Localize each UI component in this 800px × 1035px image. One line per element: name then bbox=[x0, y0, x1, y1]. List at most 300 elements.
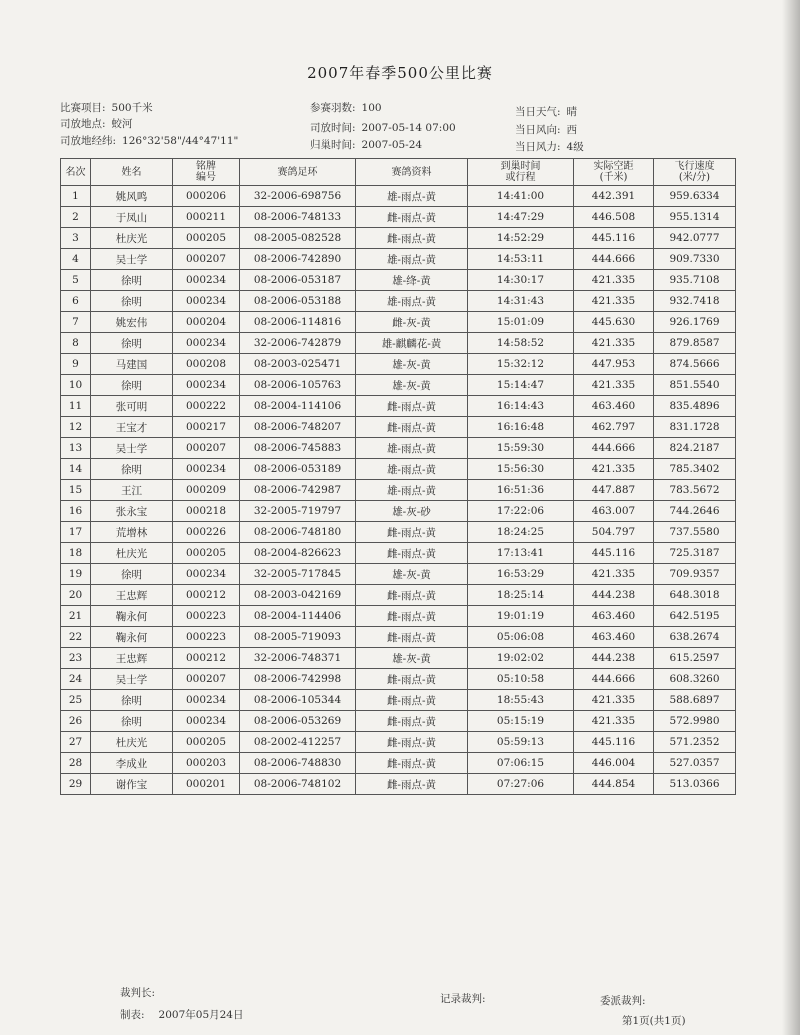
name-cell: 谢作宝 bbox=[91, 774, 173, 795]
pigeon-info-cell: 雌-雨点-黄 bbox=[356, 774, 468, 795]
table-row bbox=[61, 564, 736, 585]
arrival-time-cell: 18:55:43 bbox=[468, 690, 574, 711]
name-cell: 鞠永何 bbox=[91, 627, 173, 648]
rank-cell: 2 bbox=[61, 207, 91, 228]
column-header: 赛鸽足环 bbox=[240, 159, 356, 186]
plate-cell: 000207 bbox=[173, 249, 240, 270]
table-row bbox=[61, 669, 736, 690]
distance-cell: 504.797 bbox=[574, 522, 654, 543]
name-cell: 王忠辉 bbox=[91, 585, 173, 606]
rank-cell: 17 bbox=[61, 522, 91, 543]
coords-line bbox=[60, 133, 238, 148]
table-row bbox=[61, 396, 736, 417]
arrival-time-cell: 14:52:29 bbox=[468, 228, 574, 249]
ring-cell: 32-2006-748371 bbox=[240, 648, 356, 669]
distance-cell: 421.335 bbox=[574, 270, 654, 291]
pigeon-info-cell: 雌-雨点-黄 bbox=[356, 543, 468, 564]
name-cell: 杜庆光 bbox=[91, 732, 173, 753]
ring-cell: 08-2006-742998 bbox=[240, 669, 356, 690]
table-row bbox=[61, 417, 736, 438]
arrival-time-cell: 18:24:25 bbox=[468, 522, 574, 543]
plate-cell: 000206 bbox=[173, 186, 240, 207]
pigeon-info-cell: 雌-雨点-黄 bbox=[356, 228, 468, 249]
name-cell: 徐明 bbox=[91, 333, 173, 354]
pigeon-info-cell: 雄-麒麟花-黄 bbox=[356, 333, 468, 354]
speed-cell: 638.2674 bbox=[654, 627, 736, 648]
ring-cell: 32-2005-717845 bbox=[240, 564, 356, 585]
inspect-referee-field bbox=[600, 993, 646, 1008]
table-row bbox=[61, 753, 736, 774]
wind-direction-value: 西 bbox=[566, 124, 578, 136]
arrival-time-cell: 15:01:09 bbox=[468, 312, 574, 333]
speed-cell: 608.3260 bbox=[654, 669, 736, 690]
name-cell: 徐明 bbox=[91, 375, 173, 396]
rank-cell: 1 bbox=[61, 186, 91, 207]
name-cell: 马建国 bbox=[91, 354, 173, 375]
scan-edge-shadow bbox=[782, 0, 800, 1035]
return-time-line bbox=[310, 137, 422, 152]
arrival-time-cell: 07:27:06 bbox=[468, 774, 574, 795]
rank-cell: 8 bbox=[61, 333, 91, 354]
table-row bbox=[61, 207, 736, 228]
plate-cell: 000217 bbox=[173, 417, 240, 438]
rank-cell: 11 bbox=[61, 396, 91, 417]
weather-line bbox=[515, 104, 577, 119]
wind-force-label: 当日风力: bbox=[515, 141, 561, 153]
pigeon-info-cell: 雄-灰-黄 bbox=[356, 354, 468, 375]
distance-cell: 445.116 bbox=[574, 732, 654, 753]
name-cell: 徐明 bbox=[91, 291, 173, 312]
distance-cell: 447.953 bbox=[574, 354, 654, 375]
rank-cell: 19 bbox=[61, 564, 91, 585]
release-place-label: 司放地点: bbox=[60, 118, 106, 130]
pigeon-info-cell: 雄-灰-黄 bbox=[356, 375, 468, 396]
arrival-time-cell: 16:53:29 bbox=[468, 564, 574, 585]
pigeons-line bbox=[310, 100, 382, 115]
page-title: 2007年春季500公里比赛 bbox=[307, 64, 493, 82]
plate-cell: 000234 bbox=[173, 375, 240, 396]
date-label: 制表: bbox=[120, 1009, 145, 1021]
speed-cell: 935.7108 bbox=[654, 270, 736, 291]
wind-direction-line bbox=[515, 122, 577, 137]
name-cell: 荒增林 bbox=[91, 522, 173, 543]
pigeon-info-cell: 雄-雨点-黄 bbox=[356, 186, 468, 207]
speed-cell: 615.2597 bbox=[654, 648, 736, 669]
distance-cell: 447.887 bbox=[574, 480, 654, 501]
arrival-time-cell: 14:58:52 bbox=[468, 333, 574, 354]
name-cell: 王忠辉 bbox=[91, 648, 173, 669]
rank-cell: 9 bbox=[61, 354, 91, 375]
plate-cell: 000209 bbox=[173, 480, 240, 501]
rank-cell: 4 bbox=[61, 249, 91, 270]
table-row bbox=[61, 291, 736, 312]
arrival-time-cell: 17:13:41 bbox=[468, 543, 574, 564]
name-cell: 徐明 bbox=[91, 459, 173, 480]
rank-cell: 16 bbox=[61, 501, 91, 522]
distance-cell: 444.666 bbox=[574, 669, 654, 690]
rank-cell: 6 bbox=[61, 291, 91, 312]
pigeon-info-cell: 雌-雨点-黄 bbox=[356, 207, 468, 228]
pigeons-label: 参赛羽数: bbox=[310, 102, 356, 114]
table-row bbox=[61, 228, 736, 249]
rank-cell: 12 bbox=[61, 417, 91, 438]
table-row bbox=[61, 501, 736, 522]
table-row bbox=[61, 585, 736, 606]
speed-cell: 909.7330 bbox=[654, 249, 736, 270]
rank-cell: 25 bbox=[61, 690, 91, 711]
table-row bbox=[61, 606, 736, 627]
plate-cell: 000234 bbox=[173, 690, 240, 711]
speed-cell: 874.5666 bbox=[654, 354, 736, 375]
plate-cell: 000205 bbox=[173, 228, 240, 249]
rank-cell: 5 bbox=[61, 270, 91, 291]
name-cell: 徐明 bbox=[91, 270, 173, 291]
distance-cell: 444.238 bbox=[574, 585, 654, 606]
pigeon-info-cell: 雄-灰-黄 bbox=[356, 648, 468, 669]
inspect-referee-label: 委派裁判: bbox=[600, 995, 646, 1007]
pigeon-info-cell: 雌-灰-黄 bbox=[356, 312, 468, 333]
release-time-label: 司放时间: bbox=[310, 122, 356, 134]
name-cell: 姚宏伟 bbox=[91, 312, 173, 333]
ring-cell: 32-2006-742879 bbox=[240, 333, 356, 354]
arrival-time-cell: 14:31:43 bbox=[468, 291, 574, 312]
pigeons-value: 100 bbox=[361, 102, 382, 114]
speed-cell: 942.0777 bbox=[654, 228, 736, 249]
distance-cell: 446.004 bbox=[574, 753, 654, 774]
plate-cell: 000208 bbox=[173, 354, 240, 375]
distance-cell: 444.666 bbox=[574, 438, 654, 459]
ring-cell: 08-2006-748133 bbox=[240, 207, 356, 228]
distance-cell: 421.335 bbox=[574, 333, 654, 354]
plate-cell: 000234 bbox=[173, 459, 240, 480]
table-row bbox=[61, 459, 736, 480]
column-header: 飞行速度 (米/分) bbox=[654, 159, 736, 186]
record-referee-label: 记录裁判: bbox=[440, 993, 486, 1005]
plate-cell: 000207 bbox=[173, 438, 240, 459]
referee-label: 裁判长: bbox=[120, 987, 156, 999]
ring-cell: 08-2006-053187 bbox=[240, 270, 356, 291]
arrival-time-cell: 18:25:14 bbox=[468, 585, 574, 606]
ring-cell: 08-2004-114106 bbox=[240, 396, 356, 417]
ring-cell: 32-2006-698756 bbox=[240, 186, 356, 207]
speed-cell: 831.1728 bbox=[654, 417, 736, 438]
date-field bbox=[120, 1007, 244, 1022]
plate-cell: 000234 bbox=[173, 270, 240, 291]
pigeon-info-cell: 雄-雨点-黄 bbox=[356, 438, 468, 459]
coords-value: 126°32'58"/44°47'11" bbox=[122, 135, 239, 147]
ring-cell: 08-2006-053269 bbox=[240, 711, 356, 732]
ring-cell: 08-2002-412257 bbox=[240, 732, 356, 753]
plate-cell: 000223 bbox=[173, 627, 240, 648]
rank-cell: 26 bbox=[61, 711, 91, 732]
name-cell: 徐明 bbox=[91, 690, 173, 711]
speed-cell: 835.4896 bbox=[654, 396, 736, 417]
plate-cell: 000234 bbox=[173, 291, 240, 312]
event-line bbox=[60, 100, 153, 115]
name-cell: 张可明 bbox=[91, 396, 173, 417]
arrival-time-cell: 07:06:15 bbox=[468, 753, 574, 774]
release-place-value: 蛟河 bbox=[111, 118, 133, 130]
speed-cell: 851.5540 bbox=[654, 375, 736, 396]
wind-direction-label: 当日风向: bbox=[515, 124, 561, 136]
speed-cell: 527.0357 bbox=[654, 753, 736, 774]
ring-cell: 08-2005-719093 bbox=[240, 627, 356, 648]
ring-cell: 08-2004-114406 bbox=[240, 606, 356, 627]
coords-label: 司放地经纬: bbox=[60, 135, 117, 147]
table-row bbox=[61, 375, 736, 396]
table-row bbox=[61, 270, 736, 291]
column-header: 姓名 bbox=[91, 159, 173, 186]
ring-cell: 32-2005-719797 bbox=[240, 501, 356, 522]
speed-cell: 824.2187 bbox=[654, 438, 736, 459]
table-row bbox=[61, 690, 736, 711]
rank-cell: 20 bbox=[61, 585, 91, 606]
ring-cell: 08-2006-105763 bbox=[240, 375, 356, 396]
plate-cell: 000204 bbox=[173, 312, 240, 333]
distance-cell: 444.854 bbox=[574, 774, 654, 795]
ring-cell: 08-2006-114816 bbox=[240, 312, 356, 333]
pigeon-info-cell: 雄-绛-黄 bbox=[356, 270, 468, 291]
name-cell: 吴士学 bbox=[91, 249, 173, 270]
page-number: 第1页(共1页) bbox=[622, 1015, 686, 1027]
table-row bbox=[61, 186, 736, 207]
wind-force-line bbox=[515, 139, 584, 154]
distance-cell: 462.797 bbox=[574, 417, 654, 438]
arrival-time-cell: 15:14:47 bbox=[468, 375, 574, 396]
name-cell: 姚风鸣 bbox=[91, 186, 173, 207]
table-row bbox=[61, 543, 736, 564]
plate-cell: 000211 bbox=[173, 207, 240, 228]
distance-cell: 421.335 bbox=[574, 690, 654, 711]
name-cell: 徐明 bbox=[91, 564, 173, 585]
plate-cell: 000218 bbox=[173, 501, 240, 522]
rank-cell: 15 bbox=[61, 480, 91, 501]
arrival-time-cell: 19:01:19 bbox=[468, 606, 574, 627]
column-header: 铭牌 编号 bbox=[173, 159, 240, 186]
event-value: 500千米 bbox=[111, 102, 153, 114]
arrival-time-cell: 14:47:29 bbox=[468, 207, 574, 228]
speed-cell: 588.6897 bbox=[654, 690, 736, 711]
arrival-time-cell: 05:06:08 bbox=[468, 627, 574, 648]
speed-cell: 572.9980 bbox=[654, 711, 736, 732]
name-cell: 吴士学 bbox=[91, 438, 173, 459]
table-row bbox=[61, 627, 736, 648]
name-cell: 王宝才 bbox=[91, 417, 173, 438]
results-table bbox=[60, 158, 736, 795]
speed-cell: 513.0366 bbox=[654, 774, 736, 795]
table-row bbox=[61, 648, 736, 669]
speed-cell: 926.1769 bbox=[654, 312, 736, 333]
ring-cell: 08-2003-042169 bbox=[240, 585, 356, 606]
return-time-value: 2007-05-24 bbox=[361, 139, 423, 151]
name-cell: 杜庆光 bbox=[91, 228, 173, 249]
table-row bbox=[61, 354, 736, 375]
referee-field bbox=[120, 985, 155, 1000]
arrival-time-cell: 14:30:17 bbox=[468, 270, 574, 291]
speed-cell: 785.3402 bbox=[654, 459, 736, 480]
rank-cell: 18 bbox=[61, 543, 91, 564]
plate-cell: 000226 bbox=[173, 522, 240, 543]
plate-cell: 000201 bbox=[173, 774, 240, 795]
column-header: 实际空距 (千米) bbox=[574, 159, 654, 186]
rank-cell: 24 bbox=[61, 669, 91, 690]
name-cell: 徐明 bbox=[91, 711, 173, 732]
rank-cell: 13 bbox=[61, 438, 91, 459]
rank-cell: 28 bbox=[61, 753, 91, 774]
wind-force-value: 4级 bbox=[566, 141, 584, 153]
plate-cell: 000234 bbox=[173, 711, 240, 732]
table-row bbox=[61, 774, 736, 795]
arrival-time-cell: 19:02:02 bbox=[468, 648, 574, 669]
plate-cell: 000212 bbox=[173, 648, 240, 669]
date-value: 2007年05月24日 bbox=[158, 1009, 244, 1021]
ring-cell: 08-2006-053188 bbox=[240, 291, 356, 312]
plate-cell: 000234 bbox=[173, 333, 240, 354]
table-header-row bbox=[61, 159, 736, 186]
pigeon-info-cell: 雄-雨点-黄 bbox=[356, 480, 468, 501]
speed-cell: 744.2646 bbox=[654, 501, 736, 522]
ring-cell: 08-2006-053189 bbox=[240, 459, 356, 480]
ring-cell: 08-2006-745883 bbox=[240, 438, 356, 459]
arrival-time-cell: 14:41:00 bbox=[468, 186, 574, 207]
pigeon-info-cell: 雌-雨点-黄 bbox=[356, 417, 468, 438]
distance-cell: 444.666 bbox=[574, 249, 654, 270]
name-cell: 李成业 bbox=[91, 753, 173, 774]
speed-cell: 959.6334 bbox=[654, 186, 736, 207]
table-row bbox=[61, 438, 736, 459]
rank-cell: 29 bbox=[61, 774, 91, 795]
pigeon-info-cell: 雌-雨点-黄 bbox=[356, 732, 468, 753]
speed-cell: 571.2352 bbox=[654, 732, 736, 753]
distance-cell: 421.335 bbox=[574, 459, 654, 480]
pigeon-info-cell: 雄-雨点-黄 bbox=[356, 291, 468, 312]
column-header: 赛鸽资料 bbox=[356, 159, 468, 186]
arrival-time-cell: 17:22:06 bbox=[468, 501, 574, 522]
distance-cell: 463.460 bbox=[574, 606, 654, 627]
rank-cell: 23 bbox=[61, 648, 91, 669]
speed-cell: 737.5580 bbox=[654, 522, 736, 543]
pigeon-info-cell: 雄-灰-砂 bbox=[356, 501, 468, 522]
rank-cell: 7 bbox=[61, 312, 91, 333]
rank-cell: 3 bbox=[61, 228, 91, 249]
rank-cell: 21 bbox=[61, 606, 91, 627]
pigeon-info-cell: 雌-雨点-黄 bbox=[356, 753, 468, 774]
pigeon-info-cell: 雌-雨点-黄 bbox=[356, 522, 468, 543]
name-cell: 王江 bbox=[91, 480, 173, 501]
arrival-time-cell: 16:16:48 bbox=[468, 417, 574, 438]
speed-cell: 932.7418 bbox=[654, 291, 736, 312]
table-body bbox=[61, 186, 736, 795]
speed-cell: 879.8587 bbox=[654, 333, 736, 354]
pigeon-info-cell: 雄-雨点-黄 bbox=[356, 459, 468, 480]
release-time-value: 2007-05-14 07:00 bbox=[361, 122, 456, 134]
distance-cell: 421.335 bbox=[574, 711, 654, 732]
plate-cell: 000205 bbox=[173, 732, 240, 753]
table-row bbox=[61, 522, 736, 543]
rank-cell: 14 bbox=[61, 459, 91, 480]
ring-cell: 08-2006-748102 bbox=[240, 774, 356, 795]
table-row bbox=[61, 732, 736, 753]
distance-cell: 421.335 bbox=[574, 564, 654, 585]
speed-cell: 955.1314 bbox=[654, 207, 736, 228]
pigeon-info-cell: 雌-雨点-黄 bbox=[356, 585, 468, 606]
arrival-time-cell: 05:10:58 bbox=[468, 669, 574, 690]
distance-cell: 421.335 bbox=[574, 291, 654, 312]
plate-cell: 000212 bbox=[173, 585, 240, 606]
distance-cell: 442.391 bbox=[574, 186, 654, 207]
speed-cell: 648.3018 bbox=[654, 585, 736, 606]
plate-cell: 000223 bbox=[173, 606, 240, 627]
rank-cell: 10 bbox=[61, 375, 91, 396]
event-label: 比赛项目: bbox=[60, 102, 106, 114]
pigeon-info-cell: 雌-雨点-黄 bbox=[356, 711, 468, 732]
return-time-label: 归巢时间: bbox=[310, 139, 356, 151]
name-cell: 鞠永何 bbox=[91, 606, 173, 627]
ring-cell: 08-2004-826623 bbox=[240, 543, 356, 564]
ring-cell: 08-2003-025471 bbox=[240, 354, 356, 375]
plate-cell: 000207 bbox=[173, 669, 240, 690]
arrival-time-cell: 14:53:11 bbox=[468, 249, 574, 270]
ring-cell: 08-2006-748830 bbox=[240, 753, 356, 774]
name-cell: 吴士学 bbox=[91, 669, 173, 690]
pigeon-info-cell: 雌-雨点-黄 bbox=[356, 606, 468, 627]
arrival-time-cell: 15:56:30 bbox=[468, 459, 574, 480]
rank-cell: 27 bbox=[61, 732, 91, 753]
weather-label: 当日天气: bbox=[515, 106, 561, 118]
ring-cell: 08-2006-742890 bbox=[240, 249, 356, 270]
name-cell: 于凤山 bbox=[91, 207, 173, 228]
ring-cell: 08-2006-748207 bbox=[240, 417, 356, 438]
arrival-time-cell: 16:14:43 bbox=[468, 396, 574, 417]
table-row bbox=[61, 312, 736, 333]
plate-cell: 000222 bbox=[173, 396, 240, 417]
table-row bbox=[61, 711, 736, 732]
pigeon-info-cell: 雄-雨点-黄 bbox=[356, 249, 468, 270]
distance-cell: 421.335 bbox=[574, 375, 654, 396]
release-time-line bbox=[310, 120, 456, 135]
pigeon-info-cell: 雌-雨点-黄 bbox=[356, 627, 468, 648]
distance-cell: 445.630 bbox=[574, 312, 654, 333]
distance-cell: 446.508 bbox=[574, 207, 654, 228]
release-place-line bbox=[60, 116, 133, 131]
name-cell: 杜庆光 bbox=[91, 543, 173, 564]
table-row bbox=[61, 333, 736, 354]
arrival-time-cell: 05:59:13 bbox=[468, 732, 574, 753]
distance-cell: 445.116 bbox=[574, 543, 654, 564]
pigeon-info-cell: 雌-雨点-黄 bbox=[356, 690, 468, 711]
plate-cell: 000234 bbox=[173, 564, 240, 585]
arrival-time-cell: 05:15:19 bbox=[468, 711, 574, 732]
arrival-time-cell: 15:32:12 bbox=[468, 354, 574, 375]
speed-cell: 642.5195 bbox=[654, 606, 736, 627]
pigeon-info-cell: 雌-雨点-黄 bbox=[356, 396, 468, 417]
table-row bbox=[61, 480, 736, 501]
distance-cell: 445.116 bbox=[574, 228, 654, 249]
speed-cell: 783.5672 bbox=[654, 480, 736, 501]
ring-cell: 08-2006-742987 bbox=[240, 480, 356, 501]
table-row bbox=[61, 249, 736, 270]
pigeon-info-cell: 雄-灰-黄 bbox=[356, 564, 468, 585]
distance-cell: 463.007 bbox=[574, 501, 654, 522]
pigeon-info-cell: 雌-雨点-黄 bbox=[356, 669, 468, 690]
arrival-time-cell: 15:59:30 bbox=[468, 438, 574, 459]
column-header: 名次 bbox=[61, 159, 91, 186]
ring-cell: 08-2006-748180 bbox=[240, 522, 356, 543]
arrival-time-cell: 16:51:36 bbox=[468, 480, 574, 501]
name-cell: 张永宝 bbox=[91, 501, 173, 522]
plate-cell: 000203 bbox=[173, 753, 240, 774]
rank-cell: 22 bbox=[61, 627, 91, 648]
